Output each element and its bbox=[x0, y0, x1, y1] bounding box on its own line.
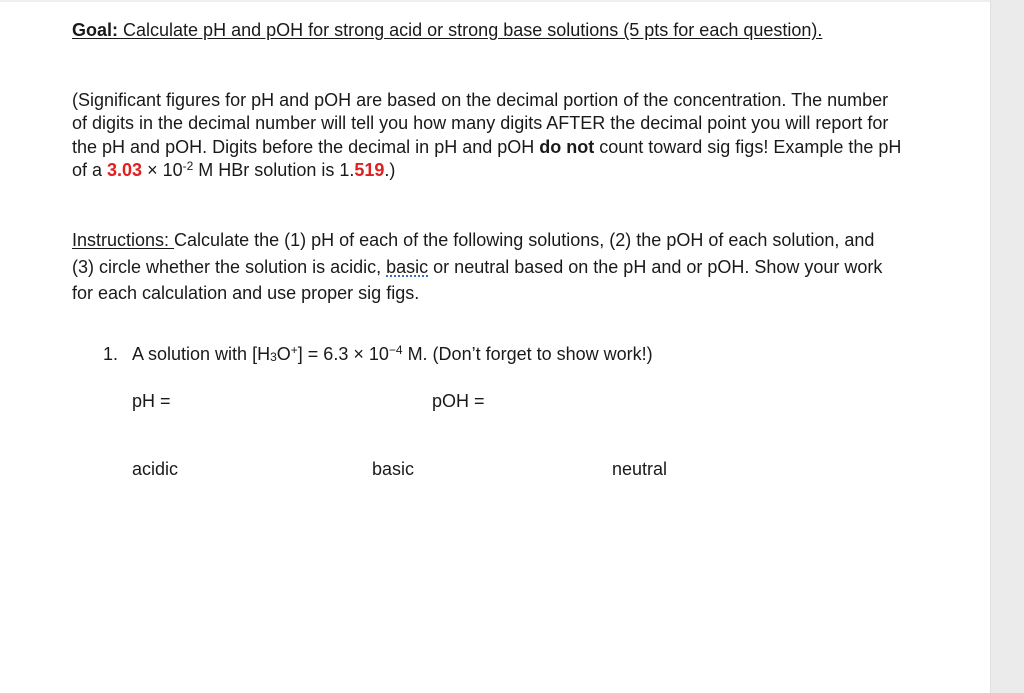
instructions-text-1: Calculate the (1) pH of each of the following solutions, (2) the pOH of each solution, and (3) circle whether the solution is acidic, bbox=[72, 230, 875, 277]
right-gutter bbox=[990, 0, 1024, 693]
example-times-ten: × 10 bbox=[142, 159, 183, 180]
example-concentration: 3.03 bbox=[107, 159, 143, 180]
sig-figs-end: .) bbox=[384, 159, 396, 180]
question-1 bbox=[103, 342, 653, 366]
ph-answer-label: pH = bbox=[132, 391, 171, 411]
sig-figs-emphasis: do not bbox=[539, 136, 595, 157]
instructions-text-2: or neutral based on the pH and or pOH. Show your work for each calculation and use proper sig figs. bbox=[72, 256, 883, 303]
choice-neutral: neutral bbox=[612, 459, 668, 479]
poh-answer-label: pOH = bbox=[432, 391, 485, 411]
question-text-1: A solution with [H bbox=[132, 344, 271, 364]
example-exponent: -2 bbox=[182, 158, 194, 173]
sig-figs-text-1: (Significant figures for pH and pOH are based on the decimal portion of the concentration. The number of digits in the decimal number will tell you how many digits AFTER the decimal point you will report for the pH and pOH. Digits before the decimal in pH and pOH bbox=[72, 90, 889, 157]
question-number: 1. bbox=[103, 344, 119, 364]
spellcheck-word-basic: basic bbox=[386, 256, 429, 277]
choice-acidic: acidic bbox=[132, 459, 179, 479]
goal-paragraph bbox=[72, 19, 832, 42]
page-top-border bbox=[0, 0, 990, 2]
question-text-4: M. (Don’t forget to show work!) bbox=[402, 344, 653, 364]
goal-label: Goal: bbox=[72, 20, 119, 40]
hydronium-charge: + bbox=[290, 343, 298, 357]
goal-text: Calculate pH and pOH for strong acid or strong base solutions (5 pts for each question). bbox=[118, 20, 823, 40]
sig-figs-text-2: count toward sig figs! Example the pH of a bbox=[72, 136, 902, 180]
concentration-exponent: −4 bbox=[388, 343, 403, 357]
sig-figs-text-3: M HBr solution is 1. bbox=[193, 159, 355, 180]
hydronium-subscript: 3 bbox=[270, 350, 277, 364]
instructions-label: Instructions: bbox=[72, 230, 175, 250]
question-text-2: O bbox=[276, 344, 291, 364]
choice-basic: basic bbox=[372, 459, 415, 479]
sig-figs-paragraph bbox=[72, 89, 902, 182]
question-text-3: ] = 6.3 × 10 bbox=[297, 344, 389, 364]
instructions-paragraph bbox=[72, 227, 892, 307]
example-ph-decimal: 519 bbox=[354, 159, 385, 180]
